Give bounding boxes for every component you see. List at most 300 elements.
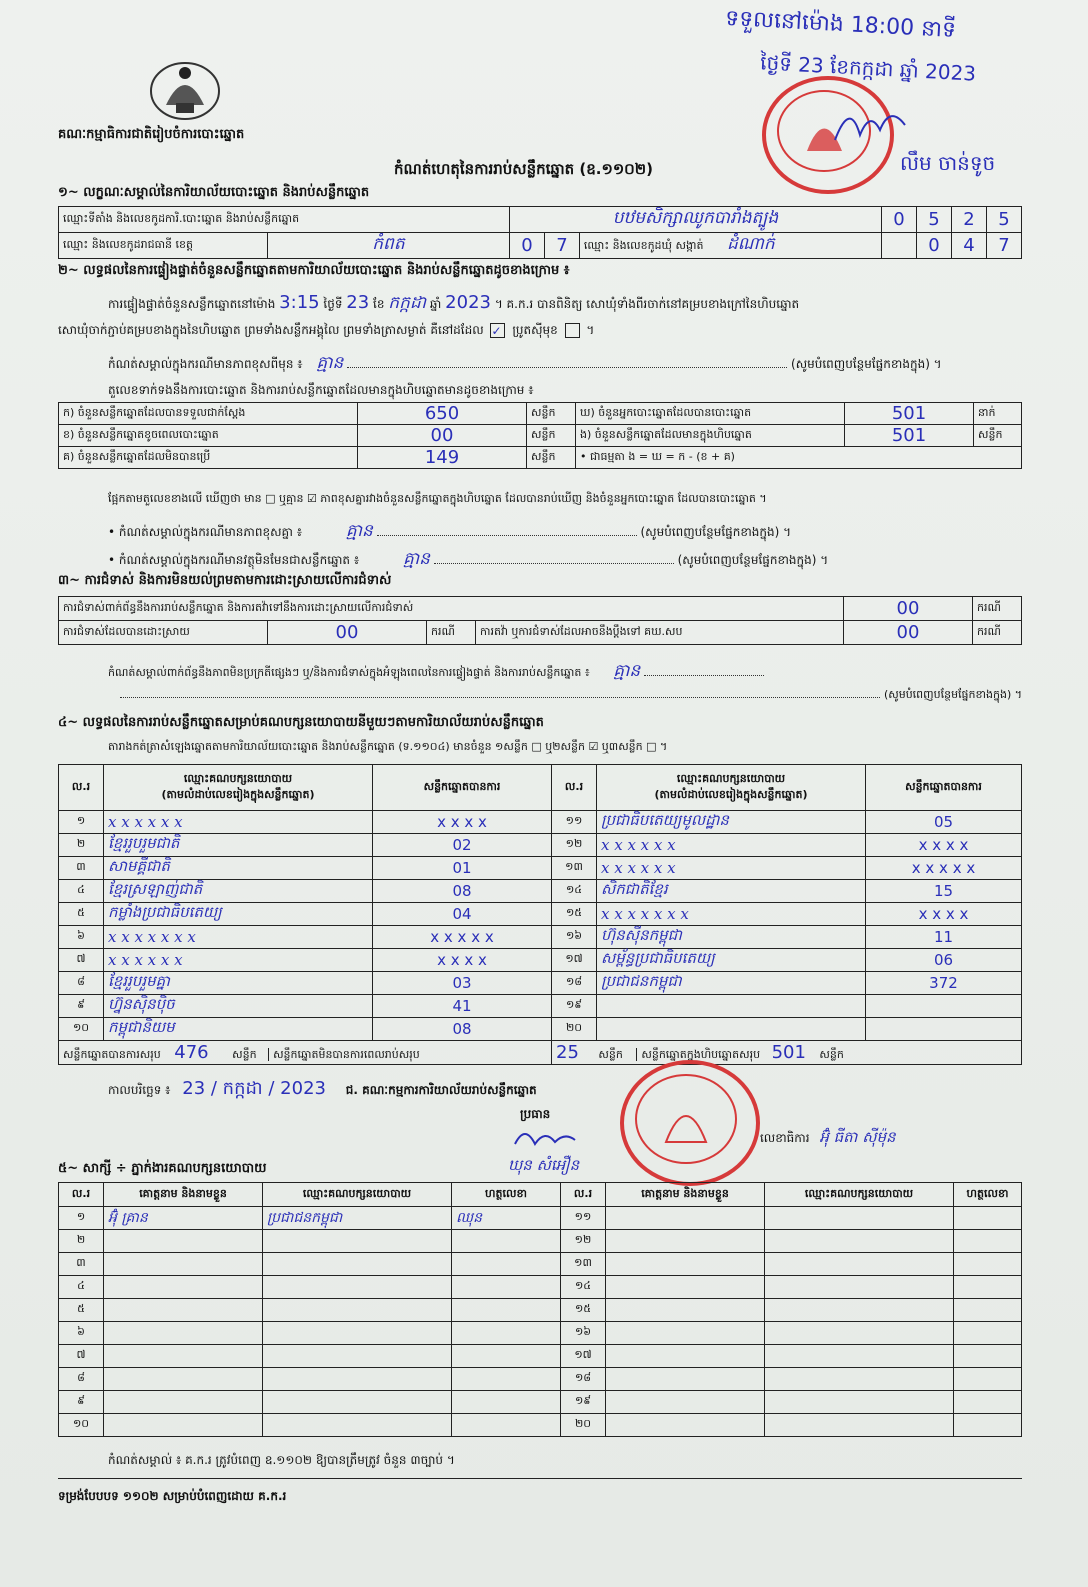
other-note-label: • កំណត់សម្គាល់ក្នុងករណីមានវត្ថុមិនមែនជាសន្លឹកឆ្នោត ៖ [108,553,360,567]
verify-time: 3:15 [279,292,320,313]
total-valid-label: សន្លឹកឆ្នោតបានការសរុប [63,1047,161,1061]
results-party-left: ខ្មែរស្រឡាញ់ជាតិ [104,880,373,903]
diff-note-line [108,520,791,545]
results-no-right: ១៥ [552,903,597,926]
results-row [59,834,1022,857]
witness-sign-left [452,1414,561,1437]
objection-row2-value2: 00 [844,621,973,645]
witness-party-right [765,1276,954,1299]
commune-code-3: 7 [987,233,1022,259]
results-col-party-right [597,765,866,811]
irregularity-note-label: កំណត់សម្គាល់ពាក់ព័ន្ធនឹងភាពមិនប្រក្រតីផ្សេងៗ ឬ/និងការជំទាស់ក្នុងអំឡុងពេលនៃការផ្ទៀងផ្ទាត់ និងការរាប់សន្លឹកឆ្នោត ៖ [108,666,590,679]
results-votes-left: 08 [373,880,552,903]
results-party-left: កម្ពុជានិយម [104,1018,373,1041]
received-time-note: ទទួលនៅម៉ោង 18:00 នាទី [724,5,957,44]
witness-no-left: ២ [59,1230,104,1253]
witness-no-right: ១៤ [561,1276,606,1299]
results-party-left: x x x x x x [104,949,373,972]
results-col-party-right-sub: (តាមលំដាប់លេខរៀងក្នុងសន្លឹកឆ្នោត) [654,787,808,801]
verify-line-1 [108,292,799,317]
irregularity-note-dots [644,675,764,676]
station-value: បឋមសិក្សាឈូកបារាំងត្បូង [509,207,881,233]
witness-sign-right [954,1276,1022,1299]
results-no-left: ៦ [59,926,104,949]
witness-sign-right [954,1345,1022,1368]
witness-name-left [104,1299,263,1322]
results-votes-right [866,995,1022,1018]
section2-heading: ២~ លទ្ធផលនៃការផ្ទៀងផ្ទាត់ចំនួនសន្លឹកឆ្នោតតាមការិយាល័យបោះឆ្នោត និងរាប់សន្លឹកឆ្នោតដូចខាងក្រោម ៖ [58,263,570,278]
witness-party-left [263,1276,452,1299]
irregularity-note-value: គ្មាន [613,661,641,681]
witness-row [59,1276,1022,1299]
witness-sign-left [452,1253,561,1276]
witness-party-left [263,1299,452,1322]
witness-name-left [104,1368,263,1391]
objection-row2-unit2: ករណី [973,621,1022,645]
witness-sign-left [452,1391,561,1414]
results-row [59,995,1022,1018]
results-col-votes-left: សន្លឹកឆ្នោតបានការ [373,765,552,811]
witness-name-left: អ៊ុំ គ្រាន [104,1207,263,1230]
witness-sign-right [954,1391,1022,1414]
witness-sign-right [954,1253,1022,1276]
signature-top [830,100,910,154]
witness-party-right [765,1299,954,1322]
results-party-right: ប្រជាជនកម្ពុជា [597,972,866,995]
results-no-right: ១៣ [552,857,597,880]
count-d-value: 501 [845,403,974,425]
objections-table [58,596,1022,645]
witness-no-right: ១១ [561,1207,606,1230]
changed-checkbox[interactable] [565,323,580,338]
witness-col-sign-left: ហត្ថលេខា [452,1183,561,1207]
witness-table [58,1182,1022,1437]
witness-no-left: ៤ [59,1276,104,1299]
other-note-dots [434,563,674,564]
results-votes-left: 08 [373,1018,552,1041]
results-col-party-left-title: ឈ្មោះគណបក្សនយោបាយ [183,771,293,785]
witness-row [59,1299,1022,1322]
president-label: ប្រធាន [520,1107,551,1121]
witness-sign-left [452,1345,561,1368]
witness-name-left [104,1322,263,1345]
count-e-unit: សន្លឹក [974,425,1022,447]
witness-name-right [606,1368,765,1391]
other-note-hint: (សូមបំពេញបន្ថែមផ្នែកខាងក្នុង) ។ [677,553,829,567]
section5-heading: ៥~ សាក្សី ÷ ភ្នាក់ងារគណបក្សនយោបាយ [58,1161,267,1176]
date-label: កាលបរិច្ឆេទ ៖ [108,1083,171,1097]
count-d-label: ឃ) ចំនួនអ្នកបោះឆ្នោតដែលបានបោះឆ្នោត [576,403,845,425]
witness-party-left [263,1230,452,1253]
verify-year: 2023 [445,292,491,313]
irregularity-hint-dots [120,697,880,698]
results-row [59,926,1022,949]
witness-no-left: ៥ [59,1299,104,1322]
commune-label-text: ឈ្មោះ និងលេខកូដឃុំ សង្កាត់ [583,239,704,252]
section4-intro: តារាងកត់ត្រាសំឡេងឆ្នោតតាមការិយាល័យបោះឆ្នោត និងរាប់សន្លឹកឆ្នោត (ទ.១១០៤) មានចំនួន ១សន្លឹក □ ឬ២សន្លឹក ☑ ឬ៣សន្លឹក □ ។ [108,740,668,753]
witness-col-sign-right: ហត្ថលេខា [954,1183,1022,1207]
witness-party-right [765,1368,954,1391]
results-col-no-right: ល.រ [552,765,597,811]
results-party-right [597,995,866,1018]
counts-intro: តួលេខទាក់ទងនឹងការបោះឆ្នោត និងការរាប់សន្លឹកឆ្នោតដែលមានក្នុងហិបឆ្នោតមានដូចខាងក្រោម ៖ [108,383,534,397]
witness-party-right [765,1391,954,1414]
results-row [59,903,1022,926]
witness-no-left: ៦ [59,1322,104,1345]
results-no-right: ១៧ [552,949,597,972]
witness-name-left [104,1230,263,1253]
witness-name-right [606,1253,765,1276]
results-party-right: x x x x x x [597,857,866,880]
results-no-left: ១ [59,811,104,834]
total-box-value: 501 [771,1041,806,1063]
footnote: កំណត់សម្គាល់ ៖ គ.ក.រ ត្រូវបំពេញ ឧ.១១០២ ឱ្យបានត្រឹមត្រូវ ចំនួន ៣ច្បាប់ ។ [108,1453,455,1467]
results-body [59,811,1022,1041]
witness-party-left: ប្រជាជនកម្ពុជា [263,1207,452,1230]
count-c-value: 149 [358,447,527,469]
results-party-right: ហ៊ុនស៊ីនកម្ពុជា [597,926,866,949]
intact-checkbox-checked[interactable]: ✓ [490,323,505,338]
commune-value: ដំណាក់ [726,234,775,254]
witness-party-right [765,1345,954,1368]
results-row [59,857,1022,880]
change-note-value: គ្មាន [316,353,344,373]
count-row-a [59,403,1022,425]
results-votes-right [866,1018,1022,1041]
results-col-no-left: ល.រ [59,765,104,811]
results-no-left: ៧ [59,949,104,972]
results-no-left: ៨ [59,972,104,995]
witness-name-right [606,1230,765,1253]
results-party-left: x x x x x x [104,811,373,834]
witness-col-party-left: ឈ្មោះគណបក្សនយោបាយ [263,1183,452,1207]
witness-row [59,1253,1022,1276]
results-votes-right: 05 [866,811,1022,834]
witness-name-left [104,1253,263,1276]
results-votes-right: x x x x [866,903,1022,926]
objection-row2-label: ការជំទាស់ដែលបានដោះស្រាយ [59,621,268,645]
witness-no-right: ២០ [561,1414,606,1437]
verify-line-2-text: សោឃុំចាក់ភ្ជាប់គម្របខាងក្នុងនៃហិបឆ្នោត ព្រមទាំងសន្លឹកអង្គុលៃ ព្រមទាំងត្រាសម្ងាត់ គឺនៅដដែល [58,323,484,337]
results-votes-left: x x x x [373,811,552,834]
diff-note-label: • កំណត់សម្គាល់ក្នុងករណីមានភាពខុសគ្នា ៖ [108,525,303,539]
change-note-line [108,352,1018,377]
witness-party-right [765,1207,954,1230]
witness-sign-right [954,1230,1022,1253]
results-no-right: ១៤ [552,880,597,903]
diff-note-value: គ្មាន [345,521,373,541]
province-code-2: 7 [544,233,579,259]
receiver-name-note: លឹម ចាន់ទូច [900,151,996,175]
witness-party-left [263,1345,452,1368]
witness-no-right: ១៧ [561,1345,606,1368]
results-row [59,811,1022,834]
results-col-votes-right: សន្លឹកឆ្នោតបានការ [866,765,1022,811]
results-row [59,972,1022,995]
results-table [58,764,1022,1065]
witness-sign-right [954,1368,1022,1391]
results-party-right: x x x x x x [597,834,866,857]
irregularity-note-line [108,660,764,685]
count-a-unit: សន្លឹក [527,403,576,425]
section1-table [58,206,1022,259]
nec-emblem [146,55,224,123]
intact-label: ប្រូតស៊ីមុខ [512,323,558,337]
count-c-unit: សន្លឹក [527,447,576,469]
results-no-right: ២០ [552,1018,597,1041]
objection-row2-label2: ការតវ៉ា ឬការជំទាស់ដែលអាចនឹងប្ដឹងទៅ គឃ.សប [476,621,844,645]
results-votes-right: x x x x x [866,857,1022,880]
count-d-unit: នាក់ [974,403,1022,425]
results-row [59,880,1022,903]
witness-name-right [606,1207,765,1230]
results-party-left: x x x x x x x [104,926,373,949]
station-code-4: 5 [987,207,1022,233]
witness-party-left [263,1322,452,1345]
witness-party-left [263,1391,452,1414]
total-box-unit: សន្លឹក [819,1047,844,1061]
witness-party-right [765,1253,954,1276]
witness-no-right: ១២ [561,1230,606,1253]
witness-sign-left [452,1299,561,1322]
results-votes-left: 04 [373,903,552,926]
witness-sign-right [954,1322,1022,1345]
section4-heading: ៤~ លទ្ធផលនៃការរាប់សន្លឹកឆ្នោតសម្រាប់គណបក្សនយោបាយនីមួយៗតាមការិយាល័យរាប់សន្លឹកឆ្នោត [58,715,544,730]
footer-text: ទម្រង់បែបបទ ១១០២ សម្រាប់បំពេញដោយ គ.ក.រ [58,1489,287,1503]
total-valid-value: 476 [174,1041,209,1063]
verify-text-e: ។ គ.ក.រ បានពិនិត្យ សោឃុំទាំងពីរចាក់នៅគម្របខាងក្រៅនៃហិបឆ្នោត [494,297,800,311]
results-party-left: សាមគ្គីជាតិ [104,857,373,880]
results-party-left: ខ្មែររួបរួមគ្នា [104,972,373,995]
verify-day: 23 [346,292,370,313]
verify-text-a: ការផ្ទៀងផ្ទាត់ចំនួនសន្លឹកឆ្នោតនៅម៉ោង [108,297,276,311]
witness-party-left [263,1414,452,1437]
witness-row [59,1414,1022,1437]
witness-col-no-left: ល.រ [59,1183,104,1207]
change-note-dots [347,367,787,368]
results-no-right: ១១ [552,811,597,834]
results-votes-right: 06 [866,949,1022,972]
objection-row2-unit: ករណី [427,621,476,645]
witness-col-name-right: គោត្តនាម និងនាមខ្លួន [606,1183,765,1207]
results-party-left: ហ្វ៊ុនស៊ិនប៉ិច [104,995,373,1018]
witness-party-right [765,1230,954,1253]
total-invalid-label: សន្លឹកឆ្នោតមិនបានការពេលរាប់សរុប [268,1048,420,1061]
verify-text-d: ឆ្នាំ [429,297,442,311]
results-party-left: ខ្មែររួបរួមជាតិ [104,834,373,857]
compare-line: ផ្អែកតាមតួលេខខាងលើ ឃើញថា មាន □ ឬគ្មាន ☑ ភាពខុសគ្នារវាងចំនួនសន្លឹកឆ្នោតក្នុងហិបឆ្នោត ដែលបានរាប់ឃើញ និងចំនួនអ្នកបោះឆ្នោត ដែលបានបោះឆ្នោត ។ [108,492,767,505]
objection-row2-value: 00 [268,621,427,645]
secretary-label: លេខាធិការ [760,1131,810,1145]
received-date-note: ថ្ងៃទី 23 ខែកក្កដា ឆ្នាំ 2023 [759,50,977,86]
results-no-right: ១៨ [552,972,597,995]
station-code-2: 5 [917,207,952,233]
verify-text-c: ខែ [373,297,385,311]
count-b-label: ខ) ចំនួនសន្លឹកឆ្នោតខូចពេលបោះឆ្នោត [59,425,358,447]
results-party-right [597,1018,866,1041]
witness-name-left [104,1414,263,1437]
witness-party-right [765,1414,954,1437]
witness-party-left [263,1368,452,1391]
witness-sign-left [452,1368,561,1391]
witness-sign-left: ឈុន [452,1207,561,1230]
irregularity-hint-line [58,688,1022,704]
witness-no-left: ៣ [59,1253,104,1276]
witness-no-right: ១៨ [561,1368,606,1391]
results-no-right: ១២ [552,834,597,857]
witness-name-left [104,1391,263,1414]
province-code-1: 0 [509,233,544,259]
witness-no-right: ១៩ [561,1391,606,1414]
witness-no-left: ៩ [59,1391,104,1414]
witness-name-right [606,1391,765,1414]
witness-name-right [606,1322,765,1345]
verify-text-b: ថ្ងៃទី [323,297,343,311]
results-no-left: ៤ [59,880,104,903]
results-party-right: ប្រជាធិបតេយ្យមូលដ្ឋាន [597,811,866,834]
witness-no-left: ១ [59,1207,104,1230]
witness-sign-right [954,1207,1022,1230]
results-votes-right: x x x x [866,834,1022,857]
witness-body [59,1207,1022,1437]
witness-row [59,1207,1022,1230]
witness-row [59,1345,1022,1368]
official-stamp-bottom [620,1060,760,1186]
witness-row [59,1230,1022,1253]
results-no-left: ១០ [59,1018,104,1041]
count-b-value: 00 [358,425,527,447]
witness-name-left [104,1276,263,1299]
total-invalid-value: 25 [556,1041,579,1063]
president-signature [510,1124,580,1158]
change-note-label: កំណត់សម្គាល់ក្នុងករណីមានភាពខុសពីមុន ៖ [108,357,303,371]
witness-row [59,1322,1022,1345]
results-col-party-right-title: ឈ្មោះគណបក្សនយោបាយ [676,771,786,785]
committee-name: គណៈកម្មាធិការជាតិរៀបចំការបោះឆ្នោត [58,127,245,142]
total-invalid-unit: សន្លឹក [598,1047,623,1061]
commune-label [579,233,881,259]
commune-code-1: 0 [917,233,952,259]
diff-note-dots [377,535,637,536]
results-col-party-left-sub: (តាមលំដាប់លេខរៀងក្នុងសន្លឹកឆ្នោត) [161,787,315,801]
results-votes-right: 372 [866,972,1022,995]
witness-sign-left [452,1276,561,1299]
change-note-hint: (សូមបំពេញបន្ថែមផ្នែកខាងក្នុង) ។ [791,357,942,371]
witness-no-left: ៧ [59,1345,104,1368]
province-value: កំពត [268,233,510,259]
form-title: កំណត់ហេតុនៃការរាប់សន្លឹកឆ្នោត (ឧ.១១០២) [394,160,654,178]
objection-row1-value: 00 [844,597,973,621]
secretary-line [760,1128,896,1150]
results-no-right: ១៩ [552,995,597,1018]
witness-col-party-right: ឈ្មោះគណបក្សនយោបាយ [765,1183,954,1207]
results-no-right: ១៦ [552,926,597,949]
results-votes-left: 41 [373,995,552,1018]
other-note-line [108,548,828,573]
total-box-label: សន្លឹកឆ្នោតក្នុងហិបឆ្នោតសរុប [636,1048,760,1061]
witness-sign-right [954,1414,1022,1437]
count-row-b [59,425,1022,447]
results-votes-right: 11 [866,926,1022,949]
witness-row [59,1391,1022,1414]
results-no-left: ៥ [59,903,104,926]
count-c-label: គ) ចំនួនសន្លឹកឆ្នោតដែលមិនបានប្រើ [59,447,358,469]
count-e-label: ង) ចំនួនសន្លឹកឆ្នោតដែលមានក្នុងហិបឆ្នោត [576,425,845,447]
witness-party-left [263,1253,452,1276]
commune-code-blank [882,233,917,259]
results-votes-left: 03 [373,972,552,995]
station-label: ឈ្មោះទីតាំង និងលេខកូដការិ.បោះឆ្នោត និងរាប់សន្លឹកឆ្នោត [59,207,510,233]
results-row [59,949,1022,972]
witness-party-right [765,1322,954,1345]
results-col-party-left [104,765,373,811]
results-no-left: ២ [59,834,104,857]
results-row [59,1018,1022,1041]
station-code-3: 2 [952,207,987,233]
witness-name-right [606,1276,765,1299]
count-a-label: ក) ចំនួនសន្លឹកឆ្នោតដែលបានទទួលជាក់ស្តែង [59,403,358,425]
witness-no-right: ១៣ [561,1253,606,1276]
witness-sign-left [452,1322,561,1345]
count-b-unit: សន្លឹក [527,425,576,447]
objection-row1-unit: ករណី [973,597,1022,621]
results-no-left: ៣ [59,857,104,880]
results-votes-left: x x x x x [373,926,552,949]
objection-row1-label: ការជំទាស់ពាក់ព័ន្ធនឹងការរាប់សន្លឹកឆ្នោត និងការតវ៉ាទៅនឹងការដោះស្រាយលើការជំទាស់ [59,597,844,621]
section1-heading: ១~ លក្ខណៈសម្គាល់នៃការិយាល័យបោះឆ្នោត និងរាប់សន្លឹកឆ្នោត [58,185,370,200]
diff-note-hint: (សូមបំពេញបន្ថែមផ្នែកខាងក្នុង) ។ [640,525,792,539]
results-no-left: ៩ [59,995,104,1018]
results-votes-left: 01 [373,857,552,880]
witness-sign-left [452,1230,561,1253]
witness-no-right: ១៦ [561,1322,606,1345]
results-party-right: x x x x x x x [597,903,866,926]
results-votes-left: x x x x [373,949,552,972]
count-formula: • ជាធម្មតា ង = ឃ = ក - (ខ + គ) [576,447,1022,469]
witness-name-right [606,1414,765,1437]
witness-no-left: ១០ [59,1414,104,1437]
results-votes-left: 02 [373,834,552,857]
section3-heading: ៣~ ការជំទាស់ និងការមិនយល់ព្រមតាមការដោះស្រាយលើការជំទាស់ [58,573,392,588]
witness-no-left: ៨ [59,1368,104,1391]
irregularity-note-hint: (សូមបំពេញបន្ថែមផ្នែកខាងក្នុង) ។ [883,688,1022,701]
witness-no-right: ១៥ [561,1299,606,1322]
other-note-value: គ្មាន [402,549,430,569]
results-party-right: សម្ព័ន្ធប្រជាធិបតេយ្យ [597,949,866,972]
commune-code-2: 4 [952,233,987,259]
witness-name-right [606,1299,765,1322]
footer-rule [58,1478,1022,1479]
secretary-name: អ៊ុំ ធីតា ស៊ីម៉ុន [819,1128,896,1146]
date-value: 23 / កក្កដា / 2023 [182,1078,326,1099]
witness-col-no-right: ល.រ [561,1183,606,1207]
verify-line-2: សោឃុំចាក់ភ្ជាប់គម្របខាងក្នុងនៃហិបឆ្នោត ព្រមទាំងសន្លឹកអង្គុលៃ ព្រមទាំងត្រាសម្ងាត់ គឺនៅដដែល ✓ ប្រូតស៊ីមុខ ។ [58,323,595,338]
count-e-value: 501 [845,425,974,447]
verify-month: កក្កដា [388,293,427,313]
witness-sign-right [954,1299,1022,1322]
total-valid-unit: សន្លឹក [232,1047,257,1061]
witness-name-left [104,1345,263,1368]
total-valid-cell [59,1041,552,1065]
results-party-left: កម្លាំងប្រជាធិបតេយ្យ [104,903,373,926]
count-a-value: 650 [358,403,527,425]
province-label: ឈ្មោះ និងលេខកូដរាជធានី ខេត្ត [59,233,268,259]
results-party-right: សិកជាតិខ្មែរ [597,880,866,903]
president-name: ឃុន សំអឿន [508,1156,580,1174]
results-votes-right: 15 [866,880,1022,903]
witness-row [59,1368,1022,1391]
committee-sign-label: ជ. គណៈកម្មការការិយាល័យរាប់សន្លឹកឆ្នោត [345,1083,537,1097]
